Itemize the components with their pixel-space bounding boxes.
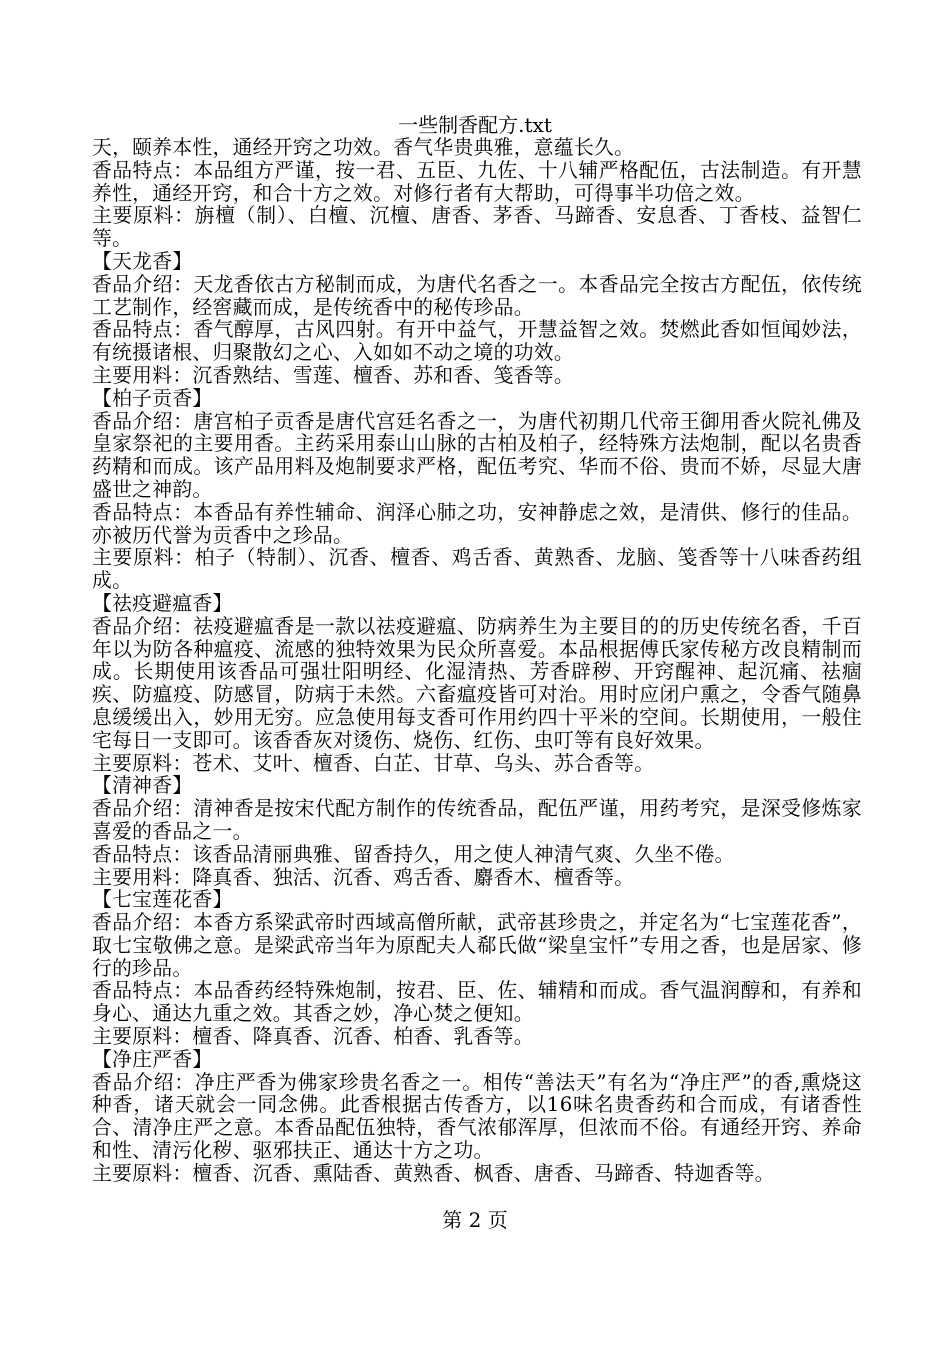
paragraph: 主要原料：苍术、艾叶、檀香、白芷、甘草、乌头、苏合香等。 (92, 751, 655, 775)
section-heading: 【天龙香】 (92, 249, 193, 273)
page-number: 第 2 页 (442, 1208, 508, 1232)
paragraph: 主要原料：旃檀（制）、白檀、沉檀、唐香、茅香、马蹄香、安息香、丁香枝、益智仁等。 (92, 204, 862, 251)
section-heading: 【清神香】 (92, 774, 193, 798)
paragraph: 主要用料：沉香熟结、雪莲、檀香、苏和香、笺香等。 (92, 363, 574, 387)
paragraph: 香品介绍：清神香是按宋代配方制作的传统香品，配伍严谨，用药考究，是深受修炼家喜爱的香品之一。 (92, 797, 862, 843)
section-heading: 【祛疫避瘟香】 (92, 591, 233, 615)
paragraph: 香品介绍：本香方系梁武帝时西域高僧所献，武帝甚珍贵之，并定名为“七宝莲花香”，取七宝敬佛之意。是梁武帝当年为原配夫人郗氏做“梁皇宝忏”专用之香，也是居家、修行的珍品。 (92, 911, 862, 980)
document-body (92, 137, 862, 1186)
paragraph: 香品特点：香气醇厚，古风四射。有开中益气，开慧益智之效。焚燃此香如恒闻妙法，有统摄诸根、归聚散幻之心、入如如不动之境的功效。 (92, 318, 862, 365)
paragraph: 香品介绍：唐宫柏子贡香是唐代宫廷名香之一，为唐代初期几代帝王御用香火院礼佛及皇家祭祀的主要用香。主药采用泰山山脉的古柏及柏子，经特殊方法炮制，配以名贵香药精和而成。该产品用料及炮制要求严格，配伍考究、华而不俗、贵而不娇，尽显大唐盛世之神韵。 (92, 409, 862, 501)
section-heading: 【净庄严香】 (92, 1047, 213, 1071)
paragraph: 香品特点：本品组方严谨，按一君、五臣、九佐、十八辅严格配伍，古法制造。有开慧养性，通经开窍，和合十方之效。对修行者有大帮助，可得事半功倍之效。 (92, 158, 862, 205)
paragraph: 香品特点：本香品有养性辅命、润泽心肺之功，安神静虑之效，是清供、修行的佳品。亦被历代誉为贡香中之珍品。 (92, 500, 862, 547)
paragraph: 天，颐养本性，通经开窍之功效。香气华贵典雅，意蕴长久。 (92, 136, 635, 159)
paragraph: 主要原料：檀香、降真香、沉香、柏香、乳香等。 (92, 1025, 534, 1049)
paragraph: 香品介绍：天龙香依古方秘制而成，为唐代名香之一。本香品完全按古方配伍，依传统工艺制作，经窖藏而成，是传统香中的秘传珍品。 (92, 272, 862, 319)
paragraph: 主要原料：檀香、沉香、熏陆香、黄熟香、枫香、唐香、马蹄香、特迦香等。 (92, 1161, 775, 1185)
paragraph: 香品介绍：净庄严香为佛家珍贵名香之一。相传“善法天”有名为“净庄严”的香,熏烧这种香，诸天就会一同念佛。此香根据古传香方，以16味名贵香药和合而成，有诸香性合、清净庄严之意。本香品配伍独特，香气浓郁浑厚，但浓而不俗。有通经开窍、养命和性、清污化秽、驱邪扶正、通达十方之功。 (92, 1070, 862, 1163)
paragraph: 主要原料：柏子（特制）、沉香、檀香、鸡舌香、黄熟香、龙脑、笺香等十八味香药组成。 (92, 546, 862, 593)
section-heading: 【七宝莲花香】 (92, 888, 233, 912)
paragraph: 主要用料：降真香、独活、沉香、鸡舌香、麝香木、檀香等。 (92, 865, 635, 889)
paragraph: 香品介绍：祛疫避瘟香是一款以祛疫避瘟、防病养生为主要目的的历史传统名香，千百年以为防各种瘟疫、流感的独特效果为民众所喜爱。本品根据傅氏家传秘方改良精制而成。长期使用该香品可强壮阳明经、化湿清热、芳香辟秽、开窍醒神、起沉痛、祛痼疾、防瘟疫、防感冒，防病于未然。六畜瘟疫皆可对治。用时应闭户熏之，令香气随鼻息缓缓出入，妙用无穷。应急使用每支香可作用约四十平米的空间。长期使用，一般住宅每日一支即可。该香香灰对烫伤、烧伤、红伤、虫叮等有良好效果。 (92, 614, 862, 752)
paragraph: 香品特点：该香品清丽典雅、留香持久，用之使人神清气爽、久坐不倦。 (92, 842, 735, 866)
paragraph: 香品特点：本品香药经特殊炮制，按君、臣、佐、辅精和而成。香气温润醇和，有养和身心、通达九重之效。其香之妙，净心焚之便知。 (92, 979, 862, 1026)
section-heading: 【柏子贡香】 (92, 386, 213, 410)
document-title: 一些制香配方.txt (398, 113, 552, 137)
